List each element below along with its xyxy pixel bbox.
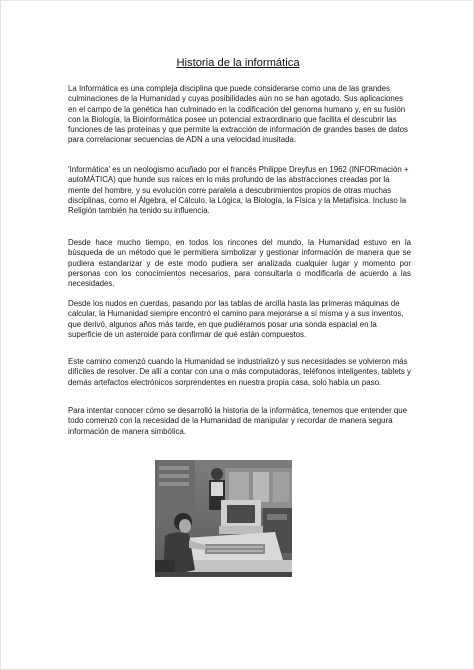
paragraph-neologism: 'Informática' es un neologismo acuñado por el francés Philippe Dreyfus en 1962 (INFORmación + autoMÁTICA) que hunde sus raíces en lo más profundo de las abstracciones creadas por la mente del hombre, y su evolución corre paralela a descubrimientos propios de otras muchas disciplinas, como el Álgebra, el Cálculo, la Lógica, la Biología, la Física y la Metafísica. Incluso la Religión también ha tenido su influencia. bbox=[68, 165, 409, 216]
page-title: Historia de la informática bbox=[176, 57, 300, 69]
paragraph-conclusion: Para intentar conocer cómo se desarrolló la historia de la informática, tenemos que entender que todo comenzó con la necesidad de la Humanidad de manipular y recordar de manera segura información de manera simbólica. bbox=[68, 406, 408, 436]
paragraph-evolution: Desde los nudos en cuerdas, pasando por las tablas de arcilla hasta las primeras máquinas de calcular, la Humanidad siempre encontró el camino para mejorarse a sí misma y a sus inventos, que derivó, algunos años más tarde, en que pudiéramos posar una sonda espacial en la superficie de un asteroide para confirmar de qué están compuestos. bbox=[68, 299, 404, 339]
paragraph-intro: La Informática es una compleja disciplina que puede considerarse como una de las grandes culminaciones de la Humanidad y cuyas posibilidades aún no se han agotado. Sus aplicaciones en el campo de la genética han culminado en la codificación del genoma humano y, en su fusión con la Biología, la Bioinformática posee un potencial extraordinario que facilita el descubrir las funciones de las proteínas y que permite la extracción de información de grandes bases de datos para correlacionar secuencias de ADN a una velocidad inusitada. bbox=[68, 84, 408, 145]
paragraph-history: Desde hace mucho tiempo, en todos los rincones del mundo, la Humanidad estuvo en la búsqueda de un método que le permitiera simbolizar y gestionar información de manera que se pudiera estandarizar y de este modo pudiera ser analizada cualquier lugar y momento por personas con los conocimientos necesarios, para consultarla o modificarla de acuerdo a las necesidades. bbox=[68, 238, 411, 289]
paragraph-industrialization: Este camino comenzó cuando la Humanidad se industrializó y sus necesidades se volvieron más difíciles de resolver. De allí a contar con una o más computadoras, teléfonos inteligentes, tablets y demás artefactos electrónicos sorprendentes en nuestra propia casa, solo había un paso. bbox=[68, 357, 411, 387]
vintage-computer-photo bbox=[155, 460, 292, 577]
